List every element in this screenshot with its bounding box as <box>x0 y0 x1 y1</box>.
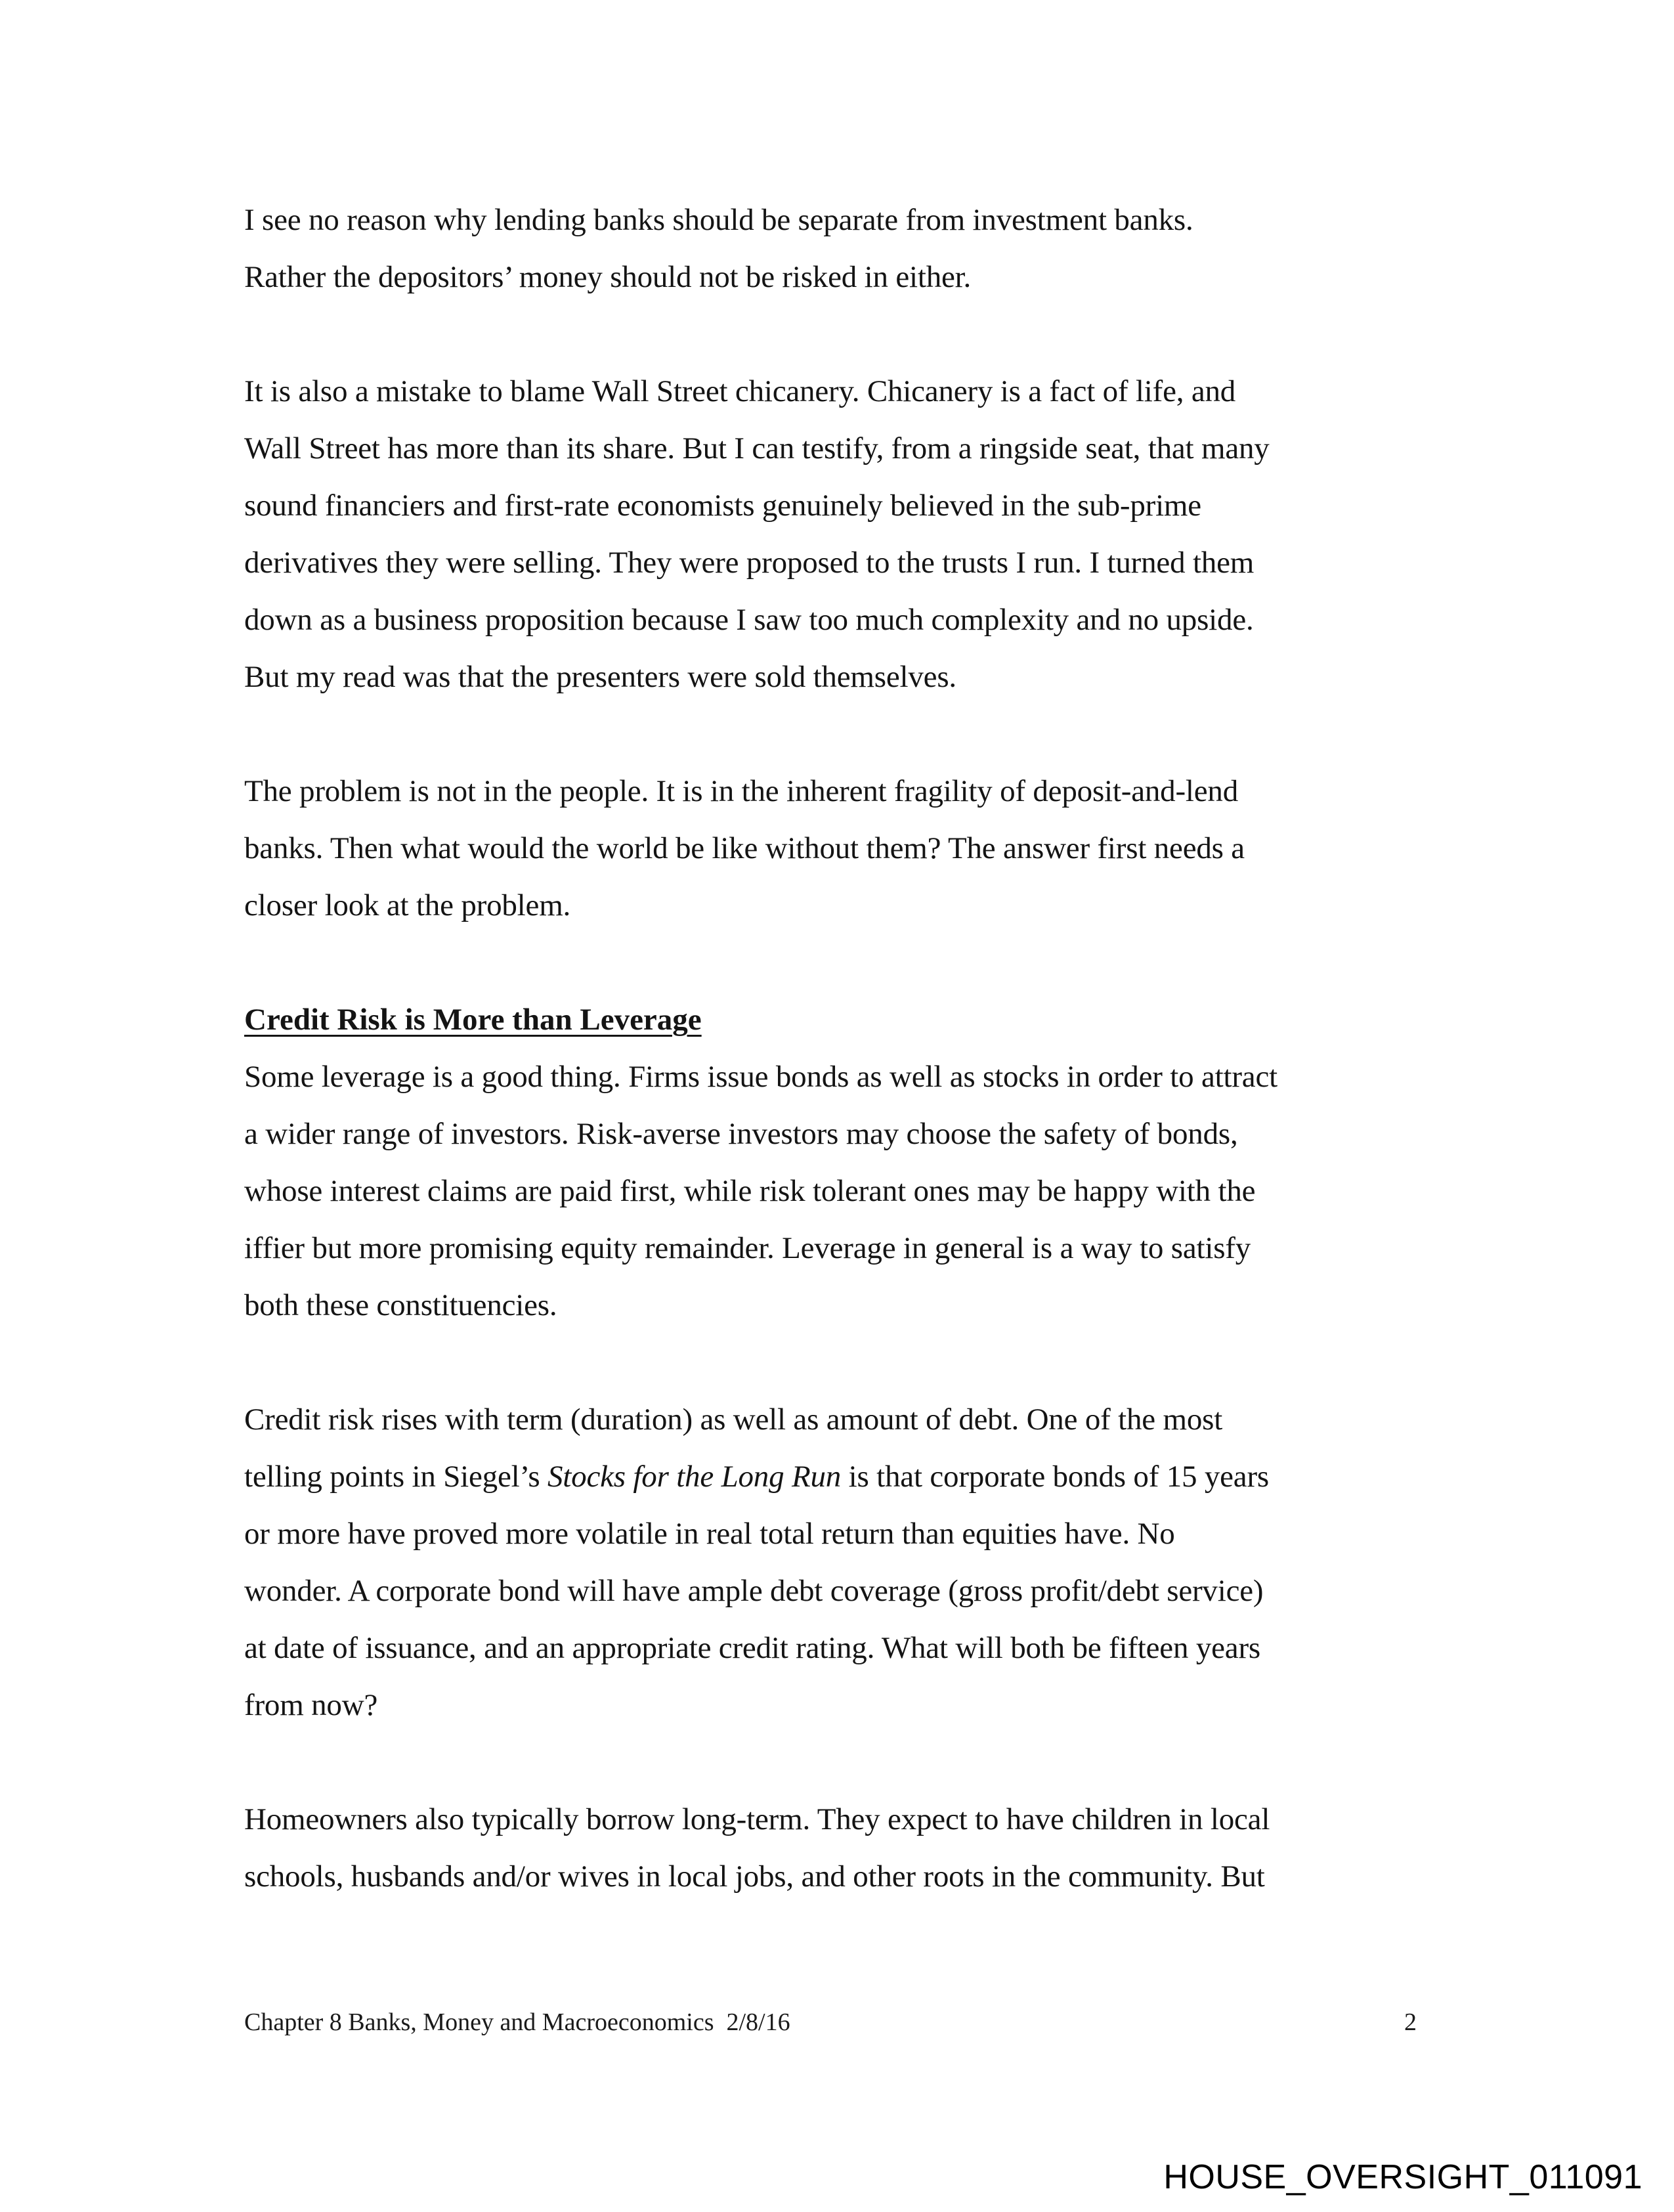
text-line: closer look at the problem. <box>244 888 571 922</box>
text-run: is that corporate bonds of 15 years <box>841 1460 1270 1494</box>
paragraph-spacer <box>244 934 1426 991</box>
running-title: Chapter 8 Banks, Money and Macroeconomics 2/8/16 <box>244 2008 790 2036</box>
section-heading: Credit Risk is More than Leverage <box>244 1003 702 1037</box>
bates-stamp: HOUSE_OVERSIGHT_011091 <box>1163 2158 1642 2196</box>
paragraph <box>244 1049 1426 1334</box>
text-line: down as a business proposition because I saw too much complexity and no upside. <box>244 603 1254 637</box>
text-line: sound financiers and first-rate economists genuinely believed in the sub-prime <box>244 488 1201 523</box>
text-line: schools, husbands and/or wives in local jobs, and other roots in the community. But <box>244 1859 1265 1894</box>
text-line: wonder. A corporate bond will have ample debt coverage (gross profit/debt service) <box>244 1574 1264 1608</box>
text-line: or more have proved more volatile in real total return than equities have. No <box>244 1517 1175 1551</box>
text-line: Homeowners also typically borrow long-term. They expect to have children in local <box>244 1802 1270 1836</box>
paragraph <box>244 763 1426 934</box>
text-line: But my read was that the presenters were sold themselves. <box>244 660 956 694</box>
text-line: It is also a mistake to blame Wall Street chicanery. Chicanery is a fact of life, and <box>244 374 1236 408</box>
paragraph-spacer <box>244 706 1426 763</box>
text-line: derivatives they were selling. They were proposed to the trusts I run. I turned them <box>244 546 1255 580</box>
paragraph-spacer <box>244 1334 1426 1391</box>
text-line: The problem is not in the people. It is in the inherent fragility of deposit-and-lend <box>244 774 1239 808</box>
paragraph-spacer <box>244 1734 1426 1791</box>
text-line: at date of issuance, and an appropriate credit rating. What will both be fifteen years <box>244 1631 1260 1665</box>
text-line: whose interest claims are paid first, while risk tolerant ones may be happy with the <box>244 1174 1256 1208</box>
paragraph <box>244 1391 1426 1734</box>
text-line: both these constituencies. <box>244 1288 557 1322</box>
text-line: Credit risk rises with term (duration) as well as amount of debt. One of the most <box>244 1402 1223 1437</box>
text-line: from now? <box>244 1688 378 1722</box>
text-line: Wall Street has more than its share. But I can testify, from a ringside seat, that many <box>244 431 1270 466</box>
text-line: Rather the depositors’ money should not be risked in either. <box>244 260 972 294</box>
text-line: a wider range of investors. Risk-averse investors may choose the safety of bonds, <box>244 1117 1238 1151</box>
text-line: I see no reason why lending banks should be separate from investment banks. <box>244 203 1193 237</box>
paragraph <box>244 363 1426 706</box>
text-line: iffier but more promising equity remainder. Leverage in general is a way to satisfy <box>244 1231 1251 1265</box>
document-body <box>244 192 1426 1905</box>
book-title: Stocks for the Long Run <box>547 1460 842 1494</box>
text-line: Some leverage is a good thing. Firms issue bonds as well as stocks in order to attract <box>244 1060 1277 1094</box>
page-footer <box>244 2008 1417 2037</box>
paragraph <box>244 1791 1426 1905</box>
text-line <box>244 1448 1426 1506</box>
paragraph-spacer <box>244 306 1426 363</box>
text-run: telling points in Siegel’s <box>244 1460 547 1494</box>
page-number: 2 <box>1404 2008 1417 2036</box>
text-line: banks. Then what would the world be like without them? The answer first needs a <box>244 831 1245 865</box>
paragraph <box>244 192 1426 306</box>
